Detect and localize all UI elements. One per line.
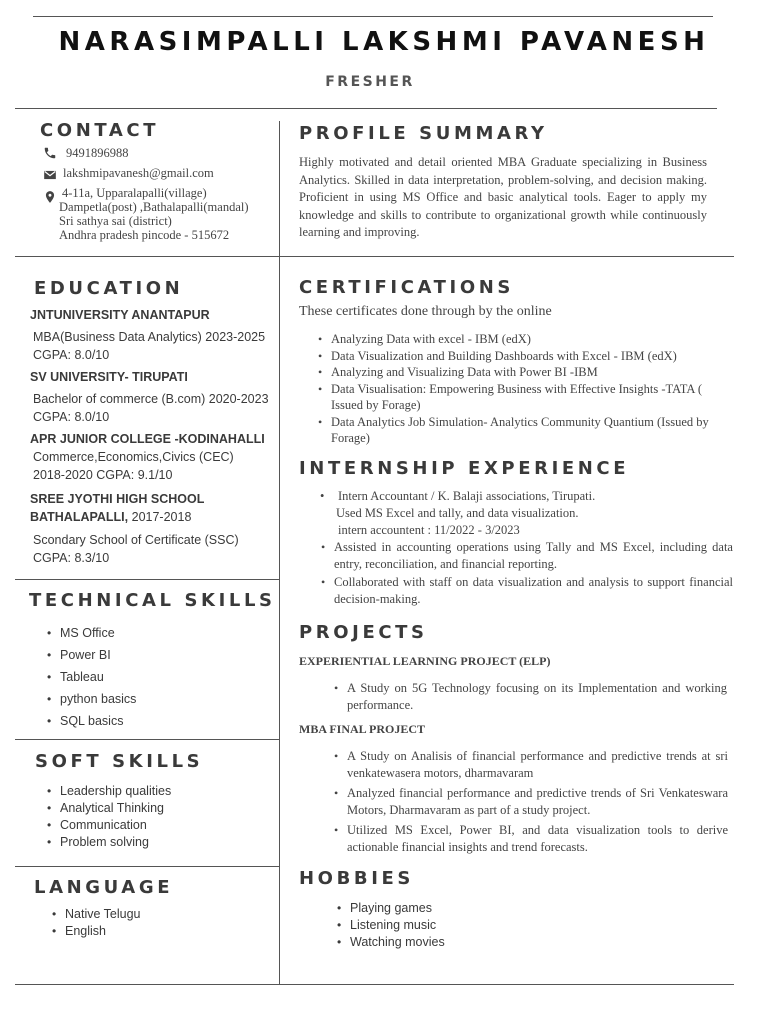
technical-skills-heading: TECHNICAL SKILLS <box>29 590 276 611</box>
internship-item <box>320 539 733 573</box>
candidate-name: NARASIMPALLI LAKSHMI PAVANESH <box>58 27 710 57</box>
language-item-text: Native Telugu <box>65 907 141 921</box>
bullet-icon: • <box>47 692 52 706</box>
language-heading: LANGUAGE <box>34 877 174 898</box>
profile-summary-heading: PROFILE SUMMARY <box>299 123 548 144</box>
hobby-item-text: Listening music <box>350 918 437 932</box>
address-line: Dampetla(post) ,Bathalapalli(mandal) <box>59 200 249 214</box>
elp-project-list <box>333 680 727 713</box>
internship-heading: INTERNSHIP EXPERIENCE <box>299 458 630 479</box>
bullet-icon: • <box>337 935 342 949</box>
contact-phone-value: 9491896988 <box>66 146 129 160</box>
technical-skill-item-text: Tableau <box>60 670 104 684</box>
address-line: Andhra pradesh pincode - 515672 <box>59 228 230 242</box>
bullet-icon: • <box>334 749 339 763</box>
technical-skill-item <box>46 666 136 688</box>
bullet-icon: • <box>47 626 52 640</box>
certifications-list <box>317 331 737 447</box>
education-school: APR JUNIOR COLLEGE -KODINAHALLI <box>30 432 265 446</box>
certification-item-text: Data Visualization and Building Dashboards with Excel - IBM (edX) <box>331 348 677 363</box>
language-item <box>51 906 141 923</box>
bullet-icon: • <box>321 575 326 589</box>
certification-item <box>317 381 737 414</box>
language-list <box>51 906 141 940</box>
candidate-role: FRESHER <box>325 74 415 90</box>
soft-skill-item <box>46 800 171 817</box>
technical-skill-item-text: MS Office <box>60 626 115 640</box>
internship-item <box>320 574 733 608</box>
soft-skills-list <box>46 783 171 851</box>
bullet-icon: • <box>321 540 326 554</box>
hobby-item-text: Watching movies <box>350 935 445 949</box>
projects-heading: PROJECTS <box>299 622 428 643</box>
mba-project-item-text: A Study on Analisis of financial performance and predictive trends at sri venkatewasera motors, dharmavaram <box>347 749 728 780</box>
technical-skill-item-text: python basics <box>60 692 137 706</box>
certification-item-text: Data Analytics Job Simulation- Analytics Community Quantium (Issued by Forage) <box>331 414 709 445</box>
education-school-town: BATHALAPALLI, <box>30 510 129 524</box>
contact-heading: CONTACT <box>40 120 160 141</box>
internship-item-text: Collaborated with staff on data visualization and analysis to support financial decision-making. <box>334 575 733 606</box>
internship-first-item <box>319 488 595 539</box>
education-school: SREE JYOTHI HIGH SCHOOL <box>30 492 205 506</box>
certifications-heading: CERTIFICATIONS <box>299 277 514 298</box>
internship-item-text: Assisted in accounting operations using Tally and MS Excel, including data entry, reconciliation, and financial reporting. <box>334 540 733 571</box>
education-grade: CGPA: 8.0/10 <box>33 410 110 424</box>
profile-summary-text: Highly motivated and detail oriented MBA Graduate specializing in Business Analytics. Skilled in data interpretation, problem-solving, and decision making. Proficient in using MS Office and basic analytical tools. Eager to apply my knowledge and skills to contribute to organizational growth while continuously learning and improving. <box>299 155 707 239</box>
top-rule <box>33 16 713 17</box>
bullet-icon: • <box>47 835 52 849</box>
bullet-icon: • <box>318 332 323 346</box>
certification-item-text: Data Visualisation: Empowering Business with Effective Insights -TATA ( Issued by Forage) <box>331 381 703 412</box>
bullet-icon: • <box>52 907 57 921</box>
education-years: 2017-2018 <box>128 510 192 524</box>
soft-skill-item-text: Communication <box>60 818 147 832</box>
internship-detail: Used MS Excel and tally, and data visualization. <box>336 506 579 520</box>
internship-role: Intern Accountant / K. Balaji associations, Tirupati. <box>338 489 596 503</box>
soft-skill-item-text: Leadership qualities <box>60 784 172 798</box>
soft-skill-item-text: Problem solving <box>60 835 149 849</box>
elp-project-item <box>333 680 727 713</box>
address-line: 4-11a, Upparalapalli(village) <box>62 186 207 200</box>
rule-technical <box>15 739 279 740</box>
bullet-icon: • <box>334 681 339 695</box>
bullet-icon: • <box>52 924 57 938</box>
soft-skill-item <box>46 783 171 800</box>
bullet-icon: • <box>334 786 339 800</box>
location-pin-icon <box>43 190 57 204</box>
education-grade: CGPA: 8.0/10 <box>33 348 110 362</box>
technical-skill-item <box>46 622 136 644</box>
mba-project-item-text: Analyzed financial performance and predictive trends of Sri Venkateswara Motors, Dharmavaram as part of a study project. <box>347 786 728 817</box>
certifications-intro: These certificates done through by the online <box>299 304 552 319</box>
mba-project-item <box>333 822 728 855</box>
bullet-icon: • <box>318 365 323 379</box>
education-grade: CGPA: 8.3/10 <box>33 551 110 565</box>
email-icon <box>43 168 57 182</box>
education-grade: 2018-2020 CGPA: 9.1/10 <box>33 468 173 482</box>
technical-skill-item <box>46 644 136 666</box>
bullet-icon: • <box>334 823 339 837</box>
rule-education <box>15 579 279 580</box>
language-item <box>51 923 141 940</box>
education-school-location <box>30 508 278 526</box>
elp-project-item-text: A Study on 5G Technology focusing on its Implementation and working performance. <box>347 681 727 712</box>
bullet-icon: • <box>320 489 325 503</box>
contact-email <box>43 166 214 182</box>
mba-project-item <box>333 785 728 818</box>
hobby-item <box>336 934 445 951</box>
education-degree: MBA(Business Data Analytics) 2023-2025 <box>33 330 266 344</box>
mba-project-title: MBA FINAL PROJECT <box>299 722 426 736</box>
education-degree: Commerce,Economics,Civics (CEC) <box>33 450 234 464</box>
soft-skill-item-text: Analytical Thinking <box>60 801 164 815</box>
bullet-icon: • <box>318 414 323 429</box>
soft-skill-item <box>46 817 171 834</box>
certification-item <box>317 348 737 365</box>
hobby-item <box>336 917 445 934</box>
soft-skills-heading: SOFT SKILLS <box>35 751 204 772</box>
contact-email-value[interactable]: lakshmipavanesh@gmail.com <box>63 166 214 180</box>
technical-skill-item <box>46 710 136 732</box>
bullet-icon: • <box>47 784 52 798</box>
certification-item <box>317 331 737 348</box>
mba-project-list <box>333 748 728 855</box>
language-item-text: English <box>65 924 106 938</box>
contact-address <box>43 186 249 242</box>
address-line: Sri sathya sai (district) <box>59 214 172 228</box>
soft-skill-item <box>46 834 171 851</box>
certification-item-text: Analyzing and Visualizing Data with Power BI -IBM <box>331 365 598 379</box>
hobbies-list <box>336 900 445 951</box>
bullet-icon: • <box>318 348 323 363</box>
education-list <box>30 306 278 567</box>
header-rule <box>15 108 717 109</box>
column-divider <box>279 121 280 985</box>
certification-item <box>317 414 737 447</box>
bullet-icon: • <box>337 901 342 915</box>
education-school: JNTUNIVERSITY ANANTAPUR <box>30 308 210 322</box>
internship-list <box>320 539 733 608</box>
internship-dates: intern accountent : 11/2022 - 3/2023 <box>338 523 520 537</box>
education-school: SV UNIVERSITY- TIRUPATI <box>30 370 188 384</box>
contact-phone <box>43 146 129 161</box>
phone-icon <box>43 146 57 160</box>
bullet-icon: • <box>47 801 52 815</box>
bottom-rule <box>15 984 734 985</box>
technical-skill-item-text: Power BI <box>60 648 111 662</box>
rule-soft <box>15 866 279 867</box>
technical-skills-list <box>46 622 136 732</box>
education-heading: EDUCATION <box>34 278 184 299</box>
mba-project-item <box>333 748 728 781</box>
certification-item-text: Analyzing Data with excel - IBM (edX) <box>331 332 531 346</box>
elp-project-title: EXPERIENTIAL LEARNING PROJECT (ELP) <box>299 654 551 668</box>
bullet-icon: • <box>318 381 323 396</box>
education-degree: Bachelor of commerce (B.com) 2020-2023 <box>33 392 269 406</box>
bullet-icon: • <box>47 648 52 662</box>
hobbies-heading: HOBBIES <box>299 868 414 889</box>
hobby-item-text: Playing games <box>350 901 432 915</box>
mba-project-item-text: Utilized MS Excel, Power BI, and data visualization tools to derive actionable financial insights and trend forecasts. <box>347 823 728 854</box>
bullet-icon: • <box>47 714 52 728</box>
bullet-icon: • <box>47 818 52 832</box>
technical-skill-item-text: SQL basics <box>60 714 124 728</box>
certification-item <box>317 364 737 381</box>
rule-contact <box>15 256 734 257</box>
bullet-icon: • <box>337 918 342 932</box>
bullet-icon: • <box>47 670 52 684</box>
hobby-item <box>336 900 445 917</box>
education-degree: Scondary School of Certificate (SSC) <box>33 533 239 547</box>
technical-skill-item <box>46 688 136 710</box>
